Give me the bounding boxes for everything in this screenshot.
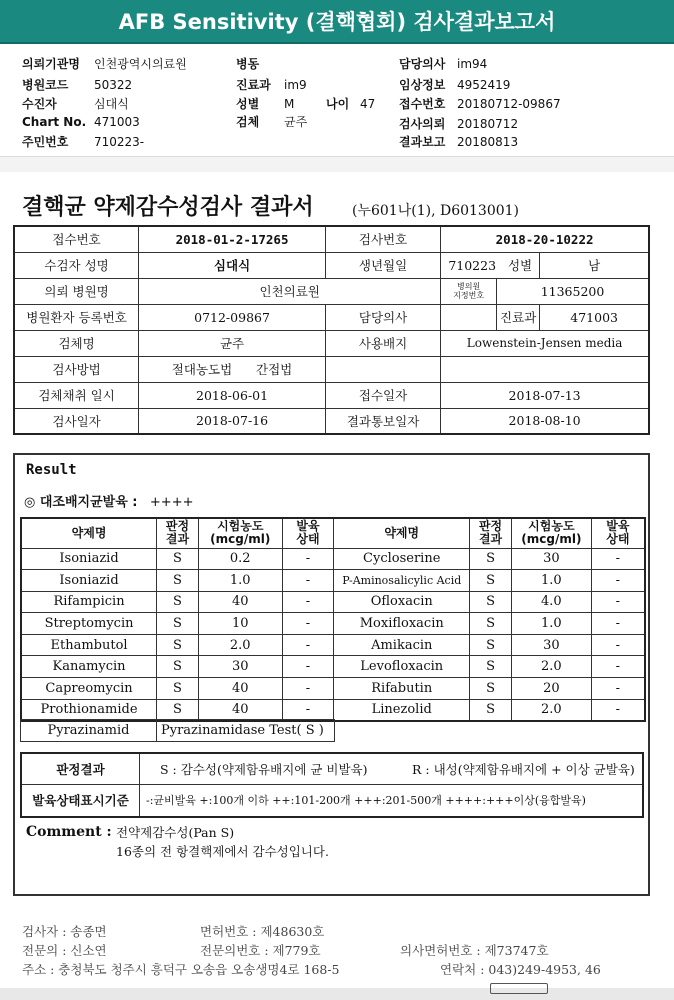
drug-conc: 30 [198, 656, 282, 678]
header-report-value: 20180813 [457, 135, 519, 149]
cell [441, 304, 497, 330]
drug-name: Prothionamide [21, 699, 157, 721]
cell: 인천의료원 [139, 278, 441, 304]
header-req-label: 검사의뢰 [399, 117, 446, 131]
legend-row-growth [22, 785, 642, 816]
growth-1: 발육 [296, 519, 320, 534]
control-label: ◎ 대조배지균발육 : [24, 495, 138, 510]
conc-1: 시험농도 [528, 519, 575, 534]
report-subtitle: (누601나(1), D6013001) [352, 203, 520, 219]
drug-growth: - [282, 570, 334, 592]
header-patient-value: 심대식 [94, 97, 129, 111]
cell [441, 356, 649, 382]
cell: 담당의사 [325, 304, 440, 330]
header-recv-value: 20180712-09867 [457, 97, 561, 111]
table-row [21, 548, 645, 570]
header-sex-label: 성별 [236, 97, 260, 111]
header-age-label: 나이 [326, 97, 350, 111]
table-row [14, 278, 649, 304]
cell: 2018-20-10222 [441, 226, 649, 252]
cell: 진료과 [497, 304, 540, 330]
cell: 검체채취 일시 [14, 382, 139, 408]
drug-growth: - [591, 699, 645, 721]
section-divider [0, 156, 674, 172]
col-growth-right [591, 518, 645, 548]
drug-growth: - [591, 656, 645, 678]
result-label: Result [26, 462, 77, 478]
table-row [21, 570, 645, 592]
drug-conc: 40 [198, 699, 282, 721]
cell: 접수일자 [325, 382, 440, 408]
drug-result: S [157, 591, 199, 613]
table-row [21, 678, 645, 700]
table-row [14, 330, 649, 356]
table-row [21, 613, 645, 635]
drug-growth: - [282, 656, 334, 678]
table-row [14, 304, 649, 330]
drug-conc: 1.0 [511, 613, 591, 635]
cell: 병원환자 등록번호 [14, 304, 139, 330]
drug-growth: - [591, 613, 645, 635]
drug-conc: 1.0 [198, 570, 282, 592]
method-2: 간접법 [256, 362, 293, 377]
drug-growth: - [591, 548, 645, 570]
drug-name: Amikacin [334, 634, 470, 656]
drug-growth: - [282, 613, 334, 635]
header-dept [236, 76, 307, 93]
drug-name: Rifampicin [21, 591, 157, 613]
pyrazinamide-name: Pyrazinamid [21, 720, 157, 742]
pyrazinamide-test: Pyrazinamidase Test( S ) [157, 720, 335, 742]
cell: 검사방법 [14, 356, 139, 382]
header-specimen [236, 113, 307, 130]
comment-line-2: 16종의 전 항결핵제에서 감수성입니다. [116, 844, 329, 859]
header-ward-label: 병동 [236, 57, 260, 71]
drug-growth: - [591, 678, 645, 700]
sex-label: 성별 [507, 258, 533, 273]
drug-conc: 2.0 [198, 634, 282, 656]
header-specimen-label: 검체 [236, 115, 260, 129]
header-chart-value: 471003 [94, 115, 140, 129]
header-hcode [22, 76, 132, 93]
hosp-code-label-2: 지정번호 [453, 291, 485, 300]
bottom-bar [0, 988, 674, 1000]
drug-name: Levofloxacin [334, 656, 470, 678]
pyrazinamide-table [20, 719, 335, 742]
col-conc-right [511, 518, 591, 548]
drug-name: Kanamycin [21, 656, 157, 678]
drug-conc: 2.0 [511, 656, 591, 678]
legend-judge-r: R : 내성(약제함유배지에 + 이상 균발육) [412, 762, 635, 777]
header-req [399, 115, 518, 132]
col-judge-right [470, 518, 512, 548]
header-clin-value: 4952419 [457, 78, 511, 92]
conc-2: (mcg/ml) [210, 532, 271, 547]
growth-2: 상태 [296, 532, 320, 547]
header-req-value: 20180712 [457, 117, 519, 131]
drug-result: S [157, 634, 199, 656]
drug-result: S [470, 656, 512, 678]
drug-result: S [157, 656, 199, 678]
cell: 심대식 [139, 252, 326, 278]
stamp-mark [490, 983, 548, 994]
header-patient-label: 수진자 [22, 97, 57, 111]
header-dept-value: im9 [284, 78, 307, 92]
drug-result: S [470, 548, 512, 570]
comment-line-1: 전약제감수성(Pan S) [116, 825, 235, 840]
drug-conc: 40 [198, 591, 282, 613]
header-hcode-value: 50322 [94, 78, 133, 92]
table-row [14, 252, 649, 278]
cell: Lowenstein-Jensen media [441, 330, 649, 356]
cell: 2018-07-16 [139, 408, 326, 434]
cell [325, 356, 440, 382]
judge-1: 판정 [478, 519, 503, 534]
drug-name: Isoniazid [21, 548, 157, 570]
drug-growth: - [282, 699, 334, 721]
cell: 수검자 성명 [14, 252, 139, 278]
header-org-value: 인천광역시의료원 [94, 57, 187, 71]
header-chart [22, 115, 140, 129]
header-rrn-value: 710223- [94, 135, 145, 149]
header-sex [236, 95, 375, 112]
table-row [21, 591, 645, 613]
col-conc-left [198, 518, 282, 548]
drug-result: S [157, 570, 199, 592]
header-org [22, 55, 187, 72]
banner-title: AFB Sensitivity (결핵협회) 검사결과보고서 [118, 10, 556, 34]
cell: 검사번호 [325, 226, 440, 252]
hosp-code-label-1: 병의원 [457, 282, 481, 291]
drug-result: S [470, 591, 512, 613]
comment-label: Comment : [26, 824, 112, 840]
cell: 471003 [540, 304, 649, 330]
header-chart-label: Chart No. [22, 115, 87, 129]
drug-name: P-Aminosalicylic Acid [334, 570, 470, 592]
cell [139, 356, 326, 382]
drug-conc: 2.0 [511, 699, 591, 721]
cell: 0712-09867 [139, 304, 326, 330]
drug-name: Linezolid [334, 699, 470, 721]
header-age-value: 47 [360, 97, 376, 111]
drug-conc: 40 [198, 678, 282, 700]
drug-name: Cycloserine [334, 548, 470, 570]
footer-spec-no: 전문의번호 : 제779호 [200, 943, 321, 958]
cell: 2018-08-10 [441, 408, 649, 434]
header-clin [399, 76, 510, 93]
legend-growth-text: -:균비발육 +:100개 이하 ++:101-200개 +++:201-500개 ++++:+++이상(융합발육) [146, 794, 586, 807]
drug-result: S [157, 699, 199, 721]
col-judge-left [157, 518, 199, 548]
table-row [21, 699, 645, 721]
header-dept-label: 진료과 [236, 78, 271, 92]
drug-name: Capreomycin [21, 678, 157, 700]
header-doctor-value: im94 [457, 57, 488, 71]
table-header-row [21, 518, 645, 548]
cell: 2018-07-13 [441, 382, 649, 408]
drug-growth: - [282, 548, 334, 570]
table-row [14, 226, 649, 252]
header-sex-value: M [284, 97, 295, 111]
col-growth-left [282, 518, 334, 548]
drug-name: Ethambutol [21, 634, 157, 656]
drug-result: S [470, 678, 512, 700]
footer-license: 면허번호 : 제48630호 [200, 924, 325, 939]
drug-conc: 1.0 [511, 570, 591, 592]
header-report-label: 결과보고 [399, 135, 446, 149]
legend-judge-s: S : 감수성(약제함유배지에 균 비발육) [160, 762, 368, 777]
growth-2: 상태 [606, 532, 630, 547]
cell: 2018-01-2-17265 [139, 226, 326, 252]
drug-conc: 10 [198, 613, 282, 635]
header-rrn [22, 133, 144, 150]
table-row [21, 634, 645, 656]
header-report [399, 133, 518, 150]
control-growth [24, 491, 193, 510]
drug-result: S [157, 613, 199, 635]
cell: 접수번호 [14, 226, 139, 252]
table-row [14, 382, 649, 408]
cell: 11365200 [497, 278, 649, 304]
header-specimen-value: 균주 [284, 115, 308, 129]
header-patient [22, 95, 129, 112]
legend-growth-label: 발육상태표시기준 [22, 785, 140, 816]
header-recv-label: 접수번호 [399, 97, 446, 111]
drug-name: Moxifloxacin [334, 613, 470, 635]
drug-conc: 0.2 [198, 548, 282, 570]
judge-1: 판정 [165, 519, 190, 534]
footer-doc-license: 의사면허번호 : 제73747호 [400, 943, 549, 958]
header-recv [399, 95, 561, 112]
judge-2: 결과 [478, 532, 503, 547]
drug-result: S [157, 548, 199, 570]
drug-result: S [470, 699, 512, 721]
header-ward [236, 55, 284, 72]
drug-conc: 20 [511, 678, 591, 700]
judge-2: 결과 [165, 532, 190, 547]
drug-growth: - [591, 634, 645, 656]
drug-result: S [470, 613, 512, 635]
header-hcode-label: 병원코드 [22, 78, 69, 92]
legend-judge-label: 판정결과 [22, 754, 140, 785]
header-rrn-label: 주민번호 [22, 135, 69, 149]
drug-result: S [157, 678, 199, 700]
col-drug-left: 약제명 [21, 518, 157, 548]
table-row [14, 356, 649, 382]
drug-name: Streptomycin [21, 613, 157, 635]
cell: 검사일자 [14, 408, 139, 434]
dob-value: 710223 [448, 258, 497, 273]
patient-info-table [13, 225, 650, 435]
table-row [14, 408, 649, 434]
drug-susceptibility-table [20, 517, 646, 722]
footer-contact: 연락처 : 043)249-4953, 46 [440, 962, 601, 977]
footer-address: 주소 : 충청북도 청주시 흥덕구 오송읍 오송생명4로 168-5 [22, 962, 340, 977]
conc-1: 시험농도 [217, 519, 264, 534]
footer-examiner: 검사자 : 송종면 [22, 924, 107, 939]
conc-2: (mcg/ml) [521, 532, 582, 547]
cell: 검체명 [14, 330, 139, 356]
drug-name: Ofloxacin [334, 591, 470, 613]
drug-growth: - [591, 591, 645, 613]
drug-growth: - [282, 591, 334, 613]
footer-specialist: 전문의 : 신소연 [22, 943, 107, 958]
cell [441, 252, 540, 278]
drug-conc: 4.0 [511, 591, 591, 613]
header-clin-label: 임상정보 [399, 78, 446, 92]
drug-growth: - [282, 634, 334, 656]
drug-conc: 30 [511, 634, 591, 656]
cell: 남 [540, 252, 649, 278]
drug-result: S [470, 634, 512, 656]
header-org-label: 의뢰기관명 [22, 57, 80, 71]
drug-conc: 30 [511, 548, 591, 570]
cell: 의뢰 병원명 [14, 278, 139, 304]
drug-result: S [470, 570, 512, 592]
control-value: ++++ [149, 495, 194, 510]
drug-growth: - [591, 570, 645, 592]
drug-name: Rifabutin [334, 678, 470, 700]
cell [441, 278, 497, 304]
header-doctor [399, 55, 487, 72]
growth-1: 발육 [606, 519, 630, 534]
header-doctor-label: 담당의사 [399, 57, 446, 71]
method-1: 절대농도법 [171, 362, 233, 377]
cell: 생년월일 [325, 252, 440, 278]
cell: 사용배지 [325, 330, 440, 356]
drug-name: Isoniazid [21, 570, 157, 592]
legend-table [20, 752, 644, 818]
legend-row-judge [22, 754, 642, 785]
cell: 결과통보일자 [325, 408, 440, 434]
drug-growth: - [282, 678, 334, 700]
col-drug-right: 약제명 [334, 518, 470, 548]
table-row [21, 720, 335, 742]
report-title: 결핵균 약제감수성검사 결과서 [22, 194, 314, 220]
table-row [21, 656, 645, 678]
cell: 균주 [139, 330, 326, 356]
cell: 2018-06-01 [139, 382, 326, 408]
